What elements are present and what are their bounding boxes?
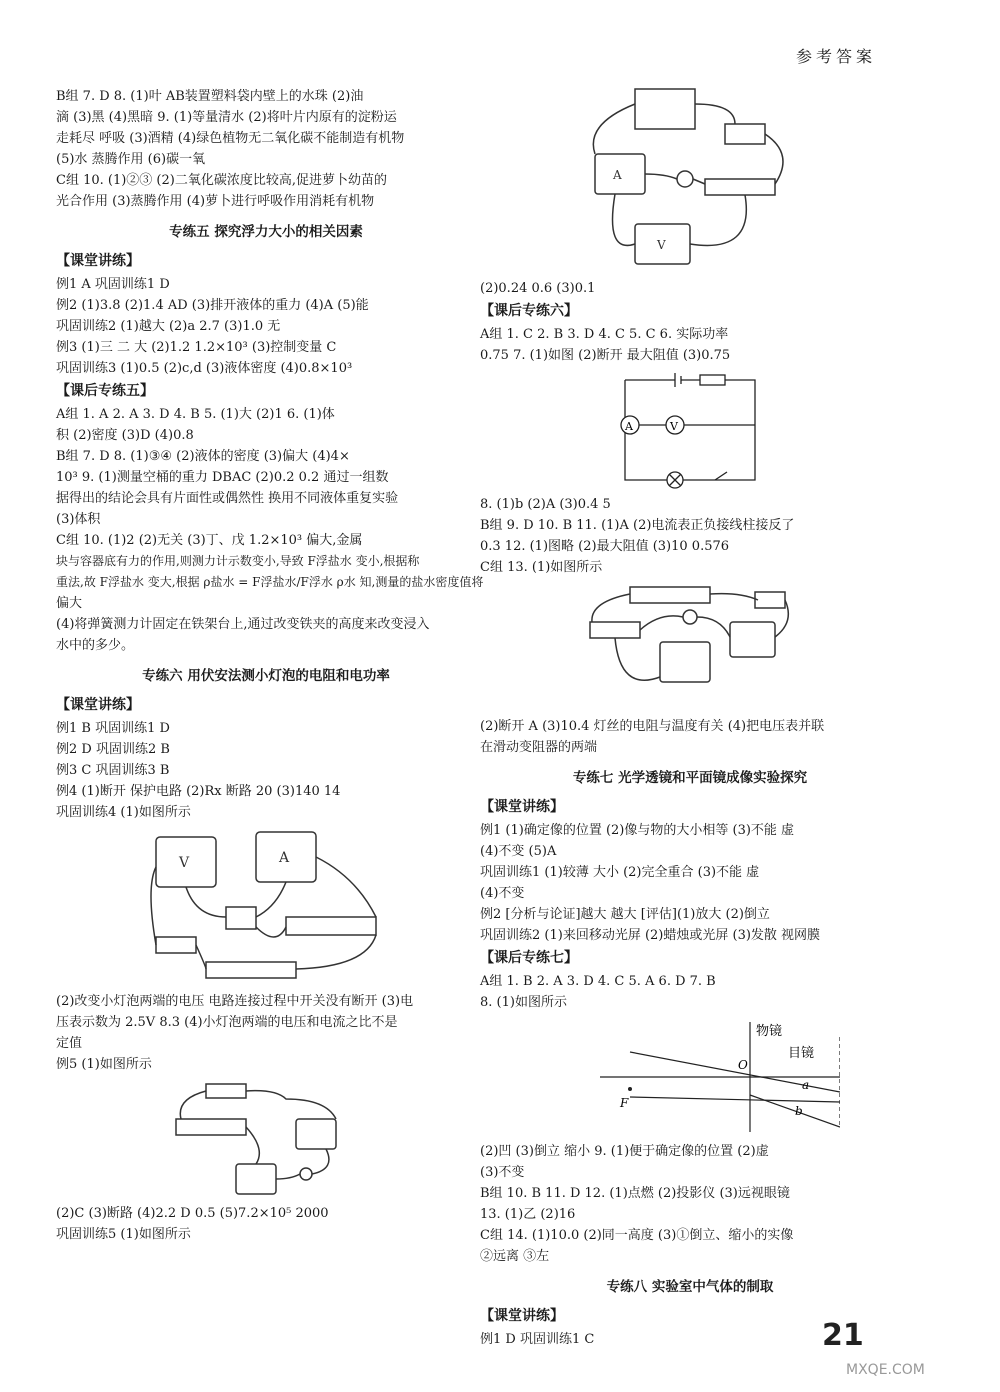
text-line: 水中的多少。	[56, 638, 135, 653]
text-line: 0.3 12. (1)图略 (2)最大阻值 (3)10 0.576	[480, 539, 730, 554]
ray-a-label: a	[802, 1078, 810, 1092]
text-line: 例1 B 巩固训练1 D	[56, 721, 170, 736]
circuit-figure	[575, 84, 805, 274]
left-column	[56, 86, 484, 1245]
subsection-title: 【课后专练六】	[480, 303, 578, 319]
text-line: (4)不变 (5)A	[480, 844, 557, 859]
section-title: 专练七 光学透镜和平面镜成像实验探究	[572, 770, 808, 786]
optical-center-label: O	[738, 1058, 748, 1072]
circuit-figure	[166, 1079, 366, 1199]
text-line: 例1 D 巩固训练1 C	[480, 1332, 595, 1347]
text-line: 例2 D 巩固训练2 B	[56, 742, 170, 757]
text-line: 据得出的结论会具有片面性或偶然性 换用不同液体重复实验	[56, 491, 399, 506]
focal-point-dot	[628, 1087, 632, 1091]
subsection-title: 【课后专练五】	[56, 383, 154, 399]
subsection-title: 【课堂讲练】	[480, 799, 564, 815]
text-line: 例3 C 巩固训练3 B	[56, 763, 170, 778]
text-line: 8. (1)如图所示	[480, 995, 567, 1010]
ray-b-label: b	[795, 1104, 803, 1118]
text-line: 巩固训练4 (1)如图所示	[56, 805, 191, 820]
text-line: 0.75 7. (1)如图 (2)断开 最大阻值 (3)0.75	[480, 348, 731, 363]
section-title: 专练五 探究浮力大小的相关因素	[169, 224, 363, 240]
text-line: 例2 (1)3.8 (2)1.4 AD (3)排开液体的重力 (4)A (5)能	[56, 298, 369, 313]
text-line: A组 1. A 2. A 3. D 4. B 5. (1)大 (2)1 6. (1)体	[56, 407, 335, 422]
text-line: 巩固训练5 (1)如图所示	[56, 1227, 191, 1242]
text-line: 13. (1)乙 (2)16	[480, 1207, 576, 1222]
text-line: ②远离 ③左	[480, 1249, 550, 1264]
eyepiece-label: 目镜	[788, 1046, 815, 1061]
text-line: 巩固训练2 (1)来回移动光屏 (2)蜡烛或光屏 (3)发散 视网膜	[480, 928, 821, 943]
svg-text:A: A	[625, 420, 633, 433]
text-line: B组 7. D 8. (1)叶 AB装置塑料袋内壁上的水珠 (2)油	[56, 89, 364, 104]
page-number: 21	[822, 1318, 864, 1353]
focal-point-label: F	[620, 1096, 629, 1110]
subsection-title: 【课堂讲练】	[56, 253, 140, 269]
text-line: A组 1. C 2. B 3. D 4. C 5. C 6. 实际功率	[480, 327, 729, 342]
svg-text:V: V	[179, 855, 190, 871]
text-line: A组 1. B 2. A 3. D 4. C 5. A 6. D 7. B	[480, 974, 716, 989]
text-line: 例3 (1)三 二 大 (2)1.2 1.2×10³ (3)控制变量 C	[56, 340, 337, 355]
text-line: 8. (1)b (2)A (3)0.4 5	[480, 497, 611, 512]
objective-label: 物镜	[756, 1024, 783, 1039]
text-line: (2)凹 (3)倒立 缩小 9. (1)便于确定像的位置 (2)虚	[480, 1144, 769, 1159]
text-line: 块与容器底有力的作用,则测力计示数变小,导致 F浮盐水 变小,根据称	[56, 554, 420, 568]
circuit-diagram	[615, 370, 765, 490]
text-line: 重法,故 F浮盐水 变大,根据 ρ盐水 = F浮盐水/F浮水 ρ水 知,测量的盐水密度值将	[56, 575, 484, 589]
text-line: 巩固训练2 (1)越大 (2)a 2.7 (3)1.0 无	[56, 319, 281, 334]
text-line: 巩固训练3 (1)0.5 (2)c,d (3)液体密度 (4)0.8×10³	[56, 361, 353, 376]
right-column	[480, 80, 900, 1350]
text-line: 光合作用 (3)蒸腾作用 (4)萝卜进行呼吸作用消耗有机物	[56, 194, 375, 209]
page-header-title: 参考答案	[796, 47, 877, 66]
text-line: 巩固训练1 (1)较薄 大小 (2)完全重合 (3)不能 虚	[480, 865, 760, 880]
optics-diagram	[540, 1017, 840, 1137]
text-line: (2)0.24 0.6 (3)0.1	[480, 281, 596, 296]
text-line: 滴 (3)黑 (4)黑暗 9. (1)等量清水 (2)将叶片内原有的淀粉运	[56, 110, 397, 125]
svg-text:A: A	[613, 168, 622, 182]
text-line: (4)将弹簧测力计固定在铁架台上,通过改变铁夹的高度来改变浸入	[56, 617, 430, 632]
text-line: B组 10. B 11. D 12. (1)点燃 (2)投影仪 (3)远视眼镜	[480, 1186, 790, 1201]
circuit-figure	[136, 827, 396, 987]
text-line: (2)C (3)断路 (4)2.2 D 0.5 (5)7.2×10⁵ 2000	[56, 1206, 329, 1221]
svg-text:A: A	[279, 850, 290, 866]
text-line: 例5 (1)如图所示	[56, 1057, 152, 1072]
text-line: B组 7. D 8. (1)③④ (2)液体的密度 (3)偏大 (4)4×	[56, 449, 350, 464]
section-title: 专练八 实验室中气体的制取	[606, 1279, 774, 1295]
text-line: (5)水 蒸腾作用 (6)碳一氧	[56, 152, 206, 167]
text-line: C组 10. (1)②③ (2)二氧化碳浓度比较高,促进萝卜幼苗的	[56, 173, 387, 188]
subsection-title: 【课后专练七】	[480, 950, 578, 966]
text-line: 例1 (1)确定像的位置 (2)像与物的大小相等 (3)不能 虚	[480, 823, 795, 838]
text-line: 走耗尽 呼吸 (3)酒精 (4)绿色植物无二氧化碳不能制造有机物	[56, 131, 405, 146]
svg-text:V: V	[670, 420, 678, 433]
circuit-figure	[580, 582, 800, 712]
text-line: B组 9. D 10. B 11. (1)A (2)电流表正负接线柱接反了	[480, 518, 795, 533]
text-line: C组 10. (1)2 (2)无关 (3)丁、戊 1.2×10³ 偏大,金属	[56, 533, 363, 548]
text-line: 积 (2)密度 (3)D (4)0.8	[56, 428, 194, 443]
subsection-title: 【课堂讲练】	[56, 697, 140, 713]
section-title: 专练六 用伏安法测小灯泡的电阻和电功率	[142, 668, 390, 684]
text-line: (2)改变小灯泡两端的电压 电路连接过程中开关没有断开 (3)电	[56, 994, 414, 1009]
text-line: (3)体积	[56, 512, 101, 527]
subsection-title: 【课堂讲练】	[480, 1308, 564, 1324]
text-line: C组 14. (1)10.0 (2)同一高度 (3)①倒立、缩小的实像	[480, 1228, 794, 1243]
watermark-text: MXQE.COM	[846, 1362, 925, 1378]
text-line: 在滑动变阻器的两端	[480, 740, 598, 755]
text-line: 例4 (1)断开 保护电路 (2)Rx 断路 20 (3)140 14	[56, 784, 341, 799]
text-line: 例2 [分析与论证]越大 越大 [评估](1)放大 (2)倒立	[480, 907, 770, 922]
text-line: (2)断开 A (3)10.4 灯丝的电阻与温度有关 (4)把电压表并联	[480, 719, 825, 734]
text-line: (4)不变	[480, 886, 525, 901]
text-line: 10³ 9. (1)测量空桶的重力 DBAC (2)0.2 0.2 通过一组数	[56, 470, 389, 485]
text-line: 定值	[56, 1036, 83, 1051]
text-line: 压表示数为 2.5V 8.3 (4)小灯泡两端的电压和电流之比不是	[56, 1015, 398, 1030]
text-line: 例1 A 巩固训练1 D	[56, 277, 170, 292]
text-line: C组 13. (1)如图所示	[480, 560, 603, 575]
text-line: (3)不变	[480, 1165, 525, 1180]
svg-text:V: V	[657, 238, 666, 252]
text-line: 偏大	[56, 596, 83, 611]
